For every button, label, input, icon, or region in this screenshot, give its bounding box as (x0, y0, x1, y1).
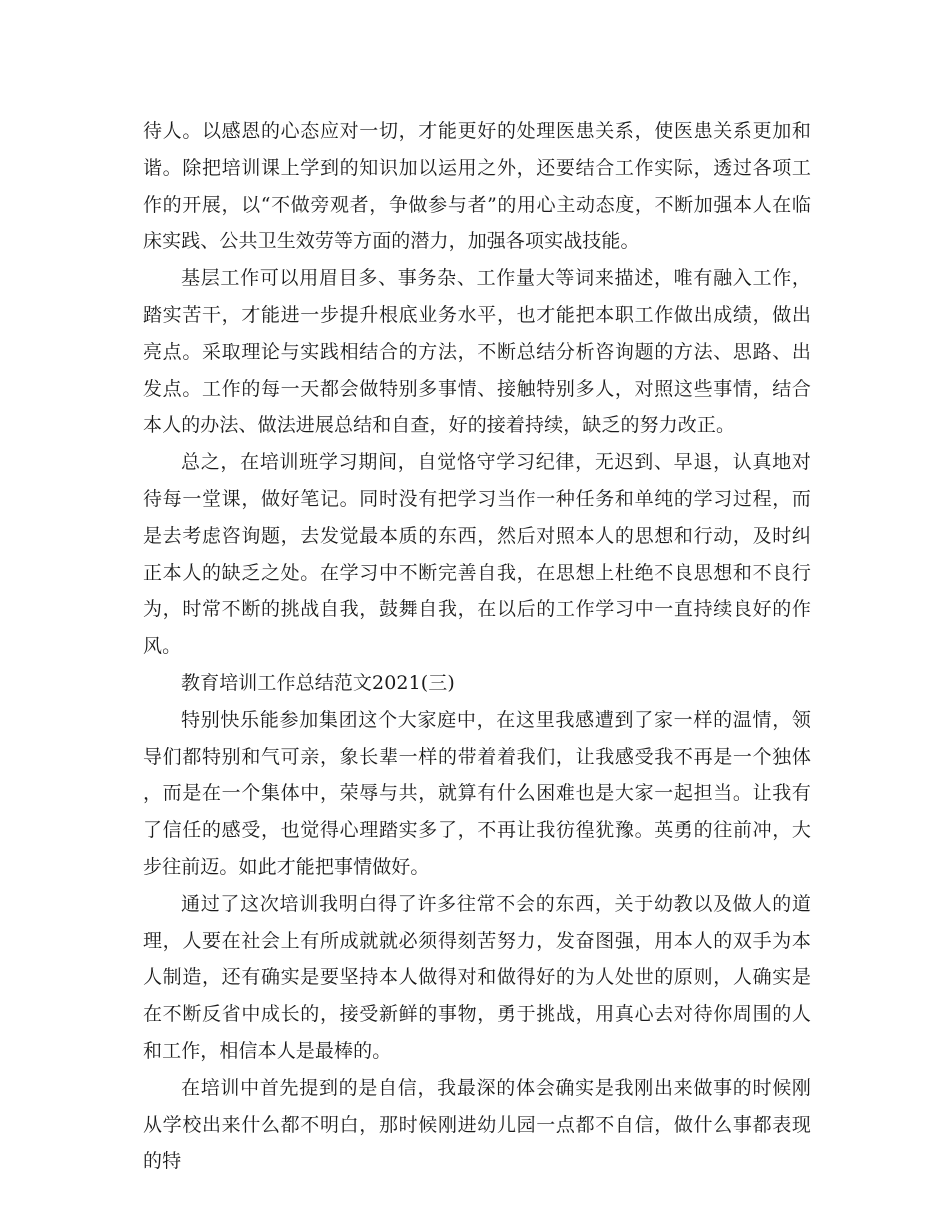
section-heading: 教育培训工作总结范文2021(三) (181, 671, 455, 694)
paragraph-4: 特别快乐能参加集团这个大家庭中，在这里我感遭到了家一样的温情，领导们都特别和气可亲，象长辈一样的带着着我们，让我感受我不再是一个独体，而是在一个集体中，荣辱与共，就算有什么困难也是大家一起担当。让我有了信任的感受，也觉得心理踏实多了，不再让我彷徨犹豫。英勇的往前冲，大步往前迈。如此才能把事情做好。 (143, 708, 811, 878)
paragraph-5: 通过了这次培训我明白得了许多往常不会的东西，关于幼教以及做人的道理，人要在社会上有所成就就必须得刻苦努力，发奋图强，用本人的双手为本人制造，还有确实是要坚持本人做得对和做得好的为人处世的原则，人确实是在不断反省中成长的，接受新鲜的事物，勇于挑战，用真心去对待你周围的人和工作，相信本人是最棒的。 (143, 892, 811, 1062)
paragraph-6: 在培训中首先提到的是自信，我最深的体会确实是我刚出来做事的时候刚从学校出来什么都不明白，那时候刚进幼儿园一点都不自信，做什么事都表现的特 (143, 1076, 811, 1173)
paragraph-2: 基层工作可以用眉目多、事务杂、工作量大等词来描述，唯有融入工作，踏实苦干，才能进一步提升根底业务水平，也才能把本职工作做出成绩，做出亮点。采取理论与实践相结合的方法，不断总结分析咨询题的方法、思路、出发点。工作的每一天都会做特别多事情、接触特别多人，对照这些事情，结合本人的办法、做法进展总结和自查，好的接着持续，缺乏的努力改正。 (143, 267, 811, 437)
document-body (143, 113, 811, 1180)
paragraph-3: 总之，在培训班学习期间，自觉恪守学习纪律，无迟到、早退，认真地对待每一堂课，做好笔记。同时没有把学习当作一种任务和单纯的学习过程，而是去考虑咨询题，去发觉最本质的东西，然后对照本人的思想和行动，及时纠正本人的缺乏之处。在学习中不断完善自我，在思想上杜绝不良思想和不良行为，时常不断的挑战自我，鼓舞自我，在以后的工作学习中一直持续良好的作风。 (143, 451, 811, 658)
paragraph-1: 待人。以感恩的心态应对一切，才能更好的处理医患关系，使医患关系更加和谐。除把培训课上学到的知识加以运用之外，还要结合工作实际，透过各项工作的开展，以“不做旁观者，争做参与者”的用心主动态度，不断加强本人在临床实践、公共卫生效劳等方面的潜力，加强各项实战技能。 (143, 120, 811, 253)
